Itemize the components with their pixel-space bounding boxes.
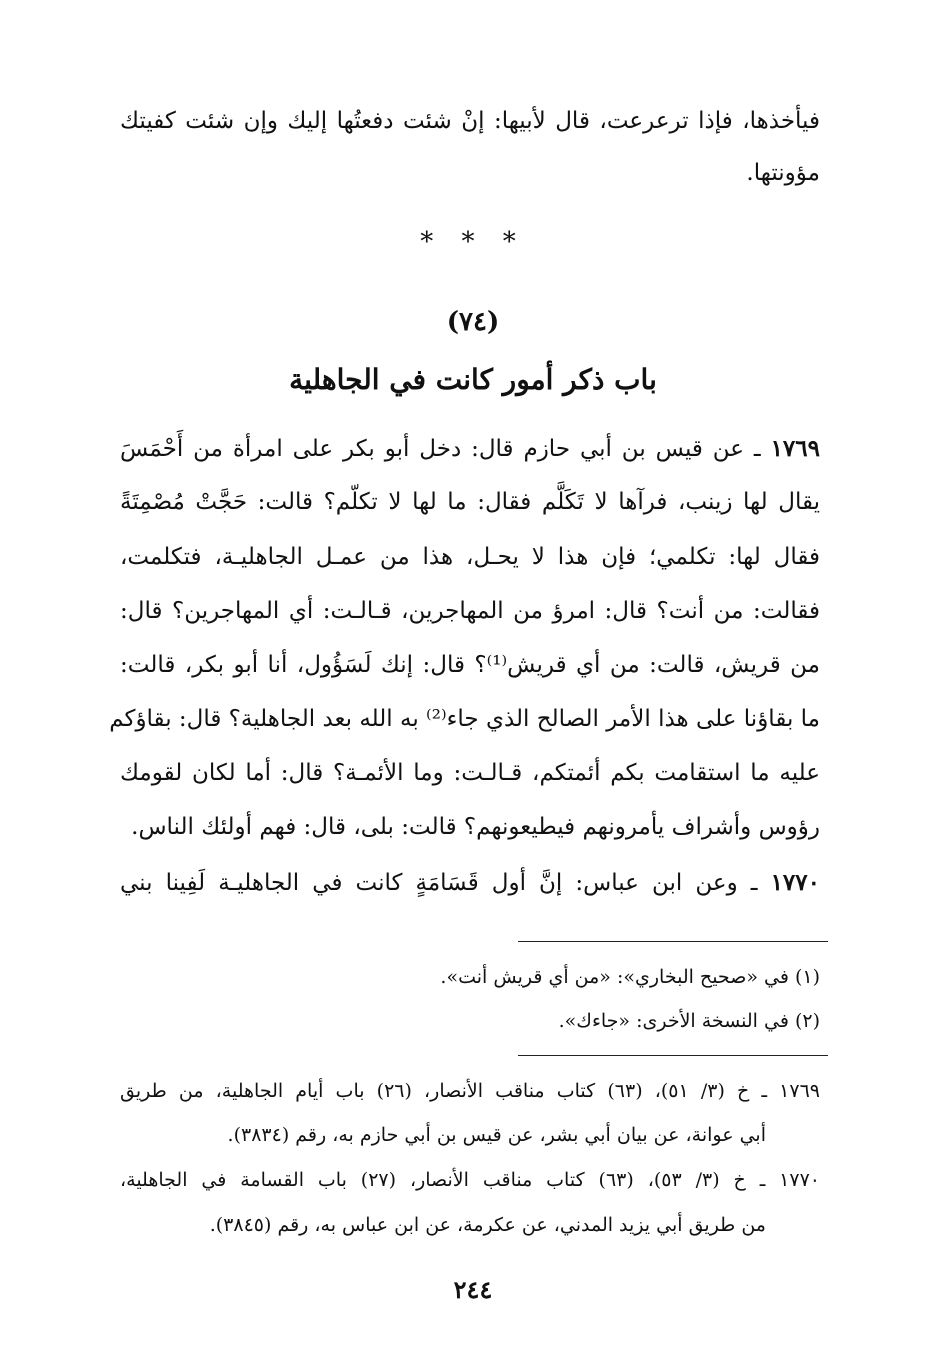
hadith-1769-line-4: فقالت: من أنت؟ قال: امرؤ من المهاجرين، قـالـت: أي المهاجرين؟ قال: (120, 598, 820, 624)
page-number: ٢٤٤ (453, 1275, 493, 1304)
footnote-1: (١) في «صحيح البخاري»: «من أي قريش أنت». (440, 966, 820, 988)
section-separator: * * * (420, 227, 526, 257)
source-1770-line-2: من طريق أبي يزيد المدني، عن عكرمة، عن ابن عباس به، رقم (٣٨٤٥). (209, 1214, 766, 1236)
hadith-1769-line-3: فقال لها: تكلمي؛ فإن هذا لا يحـل، هذا من عمـل الجاهليـة، فتكلمت، (120, 544, 820, 570)
hadith-number: ١٧٧٠ (770, 869, 820, 896)
hadith-1769-line-6: ما بقاؤنا على هذا الأمر الصالح الذي جاء⁽²⁾ به الله بعد الجاهلية؟ قال: بقاؤكم (109, 706, 820, 732)
hadith-number: ١٧٦٩ (770, 435, 820, 462)
source-1770-line-1: ١٧٧٠ ـ خ (٣/ ٥٣)، (٦٣) كتاب مناقب الأنصار، (٢٧) باب القسامة في الجاهلية، (120, 1169, 820, 1191)
sources-divider (518, 1055, 828, 1056)
source-1769-line-2: أبي عوانة، عن بيان أبي بشر، عن قيس بن أبي حازم به، رقم (٣٨٣٤). (227, 1124, 766, 1146)
hadith-1769-line-7: عليه ما استقامت بكم أئمتكم، قـالـت: وما الأئمـة؟ قال: أما لكان لقومك (120, 760, 820, 786)
hadith-1769-line-8: رؤوس وأشراف يأمرونهم فيطيعونهم؟ قالت: بلى، قال: فهم أولئك الناس. (131, 814, 820, 840)
source-1769-line-1: ١٧٦٩ ـ خ (٣/ ٥١)، (٦٣) كتاب مناقب الأنصار، (٢٦) باب أيام الجاهلية، من طريق (120, 1080, 820, 1102)
hadith-text: ـ عن قيس بن أبي حازم قال: دخل أبو بكر على امرأة من أَحْمَسَ (120, 436, 761, 462)
hadith-1769-line-5: من قريش، قالت: من أي قريش⁽¹⁾؟ قال: إنك لَسَؤُول، أنا أبو بكر، قالت: (120, 652, 820, 678)
intro-line-1: فيأخذها، فإذا ترعرعت، قال لأبيها: إنْ شئت دفعتُها إليك وإن شئت كفيتك (120, 108, 820, 134)
intro-line-2: مؤونتها. (746, 160, 820, 186)
hadith-1769-line-1 (120, 432, 820, 466)
footnote-2: (٢) في النسخة الأخرى: «جاءك». (558, 1010, 820, 1032)
chapter-number: (٧٤) (446, 307, 500, 337)
hadith-text: ـ وعن ابن عباس: إنَّ أول قَسَامَةٍ كانت في الجاهليـة لَفِينا بني (120, 870, 758, 896)
footnote-divider (518, 941, 828, 942)
hadith-1769-line-2: يقال لها زينب، فرآها لا تَكَلَّم فقال: ما لها لا تكلّم؟ قالت: حَجَّتْ مُصْمِتَةً (120, 489, 820, 515)
chapter-title: باب ذكر أمور كانت في الجاهلية (289, 363, 657, 396)
hadith-1770-line-1 (120, 866, 820, 900)
